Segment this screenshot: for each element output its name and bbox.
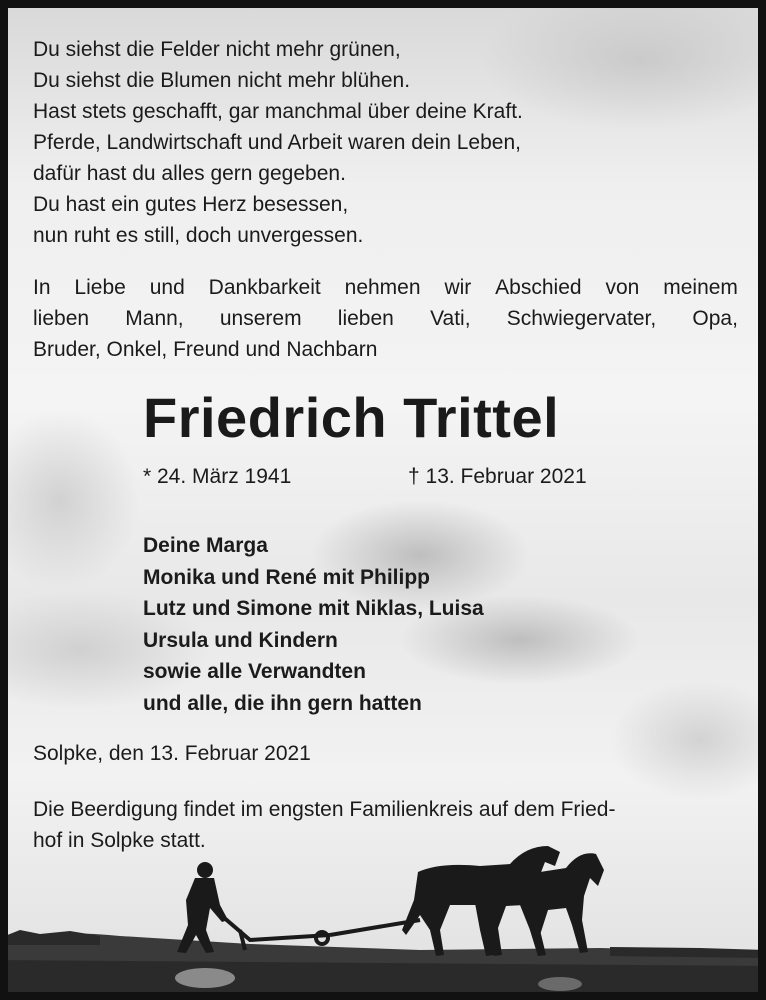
place-date: Solpke, den 13. Februar 2021 [33, 742, 311, 765]
intro-line: Bruder, Onkel, Freund und Nachbarn [33, 338, 378, 361]
mourner: Ursula und Kindern [143, 628, 338, 652]
word: von [605, 276, 640, 299]
word: Dankbarkeit [208, 276, 321, 299]
poem-line: Du siehst die Blumen nicht mehr blühen. [33, 69, 411, 92]
farmer-silhouette [177, 862, 228, 953]
intro-line [33, 303, 738, 334]
word: lieben [33, 307, 90, 330]
word: Opa, [692, 307, 738, 330]
word: Liebe [74, 276, 126, 299]
word: Mann, [125, 307, 184, 330]
funeral-line: Die Beerdigung findet im engsten Familienkreis auf dem Fried- [33, 798, 616, 821]
word: unserem [219, 307, 302, 330]
stone [175, 968, 235, 988]
funeral-notice [33, 794, 738, 856]
poem-line: nun ruht es still, doch unvergessen. [33, 224, 364, 247]
mourners-list [143, 530, 484, 719]
poem-line: dafür hast du alles gern gegeben. [33, 162, 346, 185]
mourner: Monika und René mit Philipp [143, 565, 431, 589]
word: Abschied [495, 276, 582, 299]
word: wir [444, 276, 472, 299]
word: lieben [337, 307, 394, 330]
death-date: † 13. Februar 2021 [408, 465, 587, 488]
mourner: Deine Marga [143, 534, 268, 557]
poem-line: Pferde, Landwirtschaft und Arbeit waren dein Leben, [33, 131, 521, 154]
deceased-name: Friedrich Trittel [143, 386, 560, 449]
word: In [33, 276, 51, 299]
word: Vati, [430, 307, 471, 330]
poem-line: Hast stets geschafft, gar manchmal über deine Kraft. [33, 100, 523, 123]
poem-line: Du hast ein gutes Herz besessen, [33, 193, 349, 216]
horses-silhouette [402, 846, 604, 956]
birth-date: * 24. März 1941 [143, 465, 292, 488]
word: meinem [663, 276, 738, 299]
word: nehmen [344, 276, 421, 299]
stone [538, 977, 582, 991]
word: und [149, 276, 185, 299]
intro-line [33, 272, 738, 303]
intro-paragraph [33, 272, 738, 365]
poem-line: Du siehst die Felder nicht mehr grünen, [33, 38, 401, 61]
field-furrows [0, 960, 766, 1000]
mourner: und alle, die ihn gern hatten [143, 691, 422, 715]
poem [33, 34, 743, 251]
cloud-shape [0, 410, 140, 590]
word: Schwiegervater, [506, 307, 657, 330]
mourner: Lutz und Simone mit Niklas, Luisa [143, 597, 484, 620]
funeral-line: hof in Solpke statt. [33, 829, 206, 852]
mourner: sowie alle Verwandten [143, 660, 366, 683]
hedge-silhouette [0, 930, 100, 945]
cloud-shape [610, 680, 766, 800]
